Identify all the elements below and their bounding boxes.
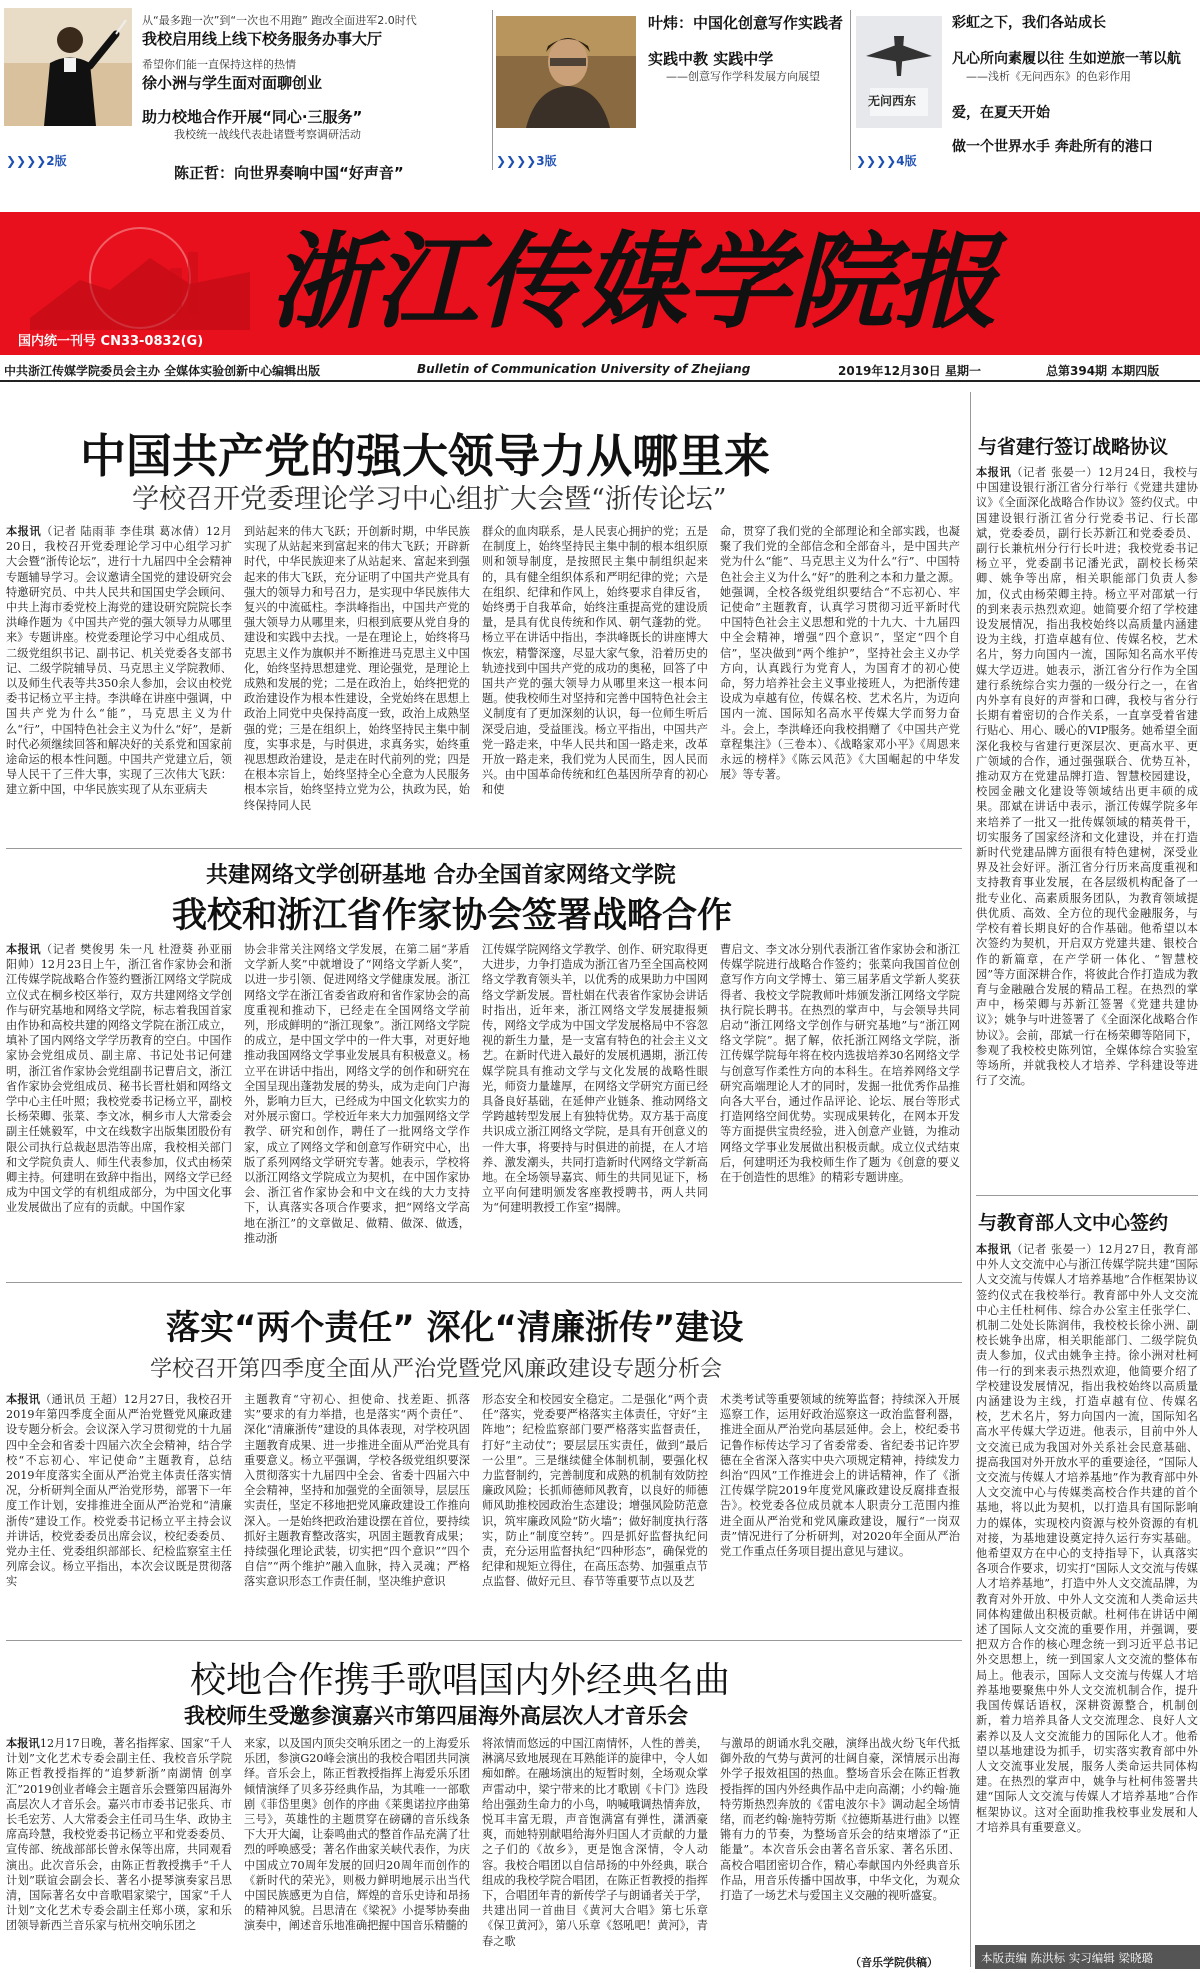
- column-text: 与激昂的朗诵水乳交融，演绎出战火纷飞年代抵御外敌的气势与黄河的壮阔自豪，深情展示出海外学子报效祖国的热血。整场音乐会在陈正哲教授指挥的国内外经典作品中走向高潮；小约翰·施特劳斯热烈奔放的《雷电波尔卡》调动起全场情绪，而老约翰·施特劳斯《拉德斯基进行曲》以铿锵有力的节奏，为整场音乐会的结束增添了“正能量”。本次音乐会由著名音乐家、著名乐团、高校合唱团密切合作，精心奉献国内外经典音乐作品，用音乐传播中国故事，中华文化，为观众打造了一场艺术与爱国主义交融的视听盛宴。: [720, 1737, 960, 1903]
- divider: [6, 1282, 962, 1283]
- article-column: [6, 1736, 232, 1968]
- divider: [970, 392, 971, 1967]
- conductor-photo: [4, 8, 132, 126]
- movie-poster: [856, 16, 942, 128]
- column-text: 形态安全和校园安全稳定。二是强化“两个责任”落实，党委要严格落实主体责任，守好“主阵地”；纪检监察部门要严格落实监督责任，打好“主动仗”；要层层压实责任，做到“最后一公里”。三是继续健全体制机制，要强化权力监督制约，完善制度和成熟的机制有效防控廉政风险；长抓师德师风教育，以良好的师德师风助推校园政治生态建设；增强风险防范意识，筑牢廉政风险“防火墙”；做好制度执行落实，防止“制度空转”。四是抓好监督执纪问责，充分运用监督执纪“四种形态”，确保党的纪律和规矩立得住，在高压态势、加强重点节点监督、做好元旦、春节等重要节点以及艺: [482, 1393, 708, 1589]
- byline: 本报讯: [6, 943, 42, 956]
- column-text: 主题教育“守初心、担使命、找差距、抓落实”要求的有力举措，也是落实“两个责任”、深化“清廉浙传”建设的具体表现，对学校巩固主题教育成果、进一步推进全面从严治党具有重要意义。杨立平强调，学校各级党组织要深入贯彻落实十九届四中全会、省委十四届六中全会精神，坚持和加强党的全面领导，层层压实责任，坚定不移地把党风廉政建设工作推向深入。一是始终把政治建设摆在首位，要持续抓好主题教育整改落实，巩固主题教育成果；持续强化理论武装，切实把“四个意识”“四个自信”“两个维护”融入血脉，持入灵魂；严格落实意识形态工作责任制，坚决维护意识: [244, 1393, 470, 1589]
- teaser-page2[interactable]: [4, 6, 417, 182]
- article-column: [6, 942, 232, 1274]
- teaser-line: 叶炜：中国化创意写作实践者: [648, 14, 844, 32]
- story-text: （记者 张晏一）12月27日，教育部中外人文交流中心与浙江传媒学院共建“国际人文交流与传媒人才培养基地”合作框架协议签约仪式在我校举行。教育部中外人文交流中心主任杜柯伟、综合办公室主任张学仁、机制二处处长陈润伟，我校校长徐小洲、副校长姚争出席，相关职能部门、二级学院负责人参加，仪式由姚争主持。徐小洲对杜柯伟一行的到来表示热烈欢迎，他简要介绍了学校建设发展情况，指出我校始终以高质量内涵建设为主线，打造卓越有位、传媒名校，艺术名片，努力向国内一流，国际知名高水平传媒大学迈进。他表示，目前中外人文交流已成为我国对外关系社会民意基础、提高我国对外开放水平的重要途径，“国际人文交流与传媒人才培养基地”作为教育部中外人文交流中心与传媒类高校合作共建的首个基地，将以此为契机，以打造具有国际影响力的媒体，实现校内资源与校外资源的有机对接，为基地建设奠定持久运行夯实基础。他希望双方在中心的支持指导下，认真落实各项合作要求，切实打“国际人文交流与传媒人才培养基地”，打造中外人文交流品牌，为教育对外开放、中外人文交流和人类命运共同体构建做出积极贡献。杜柯伟在讲话中阐述了国际人文交流的重要作用，并强调，要把双方合作的核心理念统一到习近平总书记外交思想上，统一到国家人文交流的整体布局上。他表示，国际人文交流与传媒人才培养基地要聚焦中外人文交流机制合作，提升我国传媒话语权，深耕资源整合，机制创新，着力培养具备人文交流理念、良好人文素养以及人文交流能力的国际化人才。他希望以基地建设为抓手，切实落实教育部中外人文交流事业发展，服务人类命运共同体构建。在热烈的掌声中，姚争与杜柯伟签署共建“国际人文交流与传媒人才培养基地”合作框架协议。这对全面助推我校事业发展和人才培养具有重要意义。: [976, 1243, 1198, 1834]
- story-text: （记者 张晏一）12月24日，我校与中国建设银行浙江省分行举行《党建共建协议》《全面深化战略合作协议》签约仪式。中国建设银行浙江省分行党委书记、行长邵斌，党委委员，副行长苏新江和党委委员、副行长兼杭州分行行长叶进；我校党委书记杨立平，党委副书记潘光武，副校长杨荣卿、姚争等出席，相关职能部门负责人参加，仪式由杨荣卿主持。杨立平对邵斌一行的到来表示热烈欢迎。她简要介绍了学校建设发展情况，指出我校始终以高质量内涵建设为主线，打造卓越有位、传媒名校，艺术名片，努力向国内一流，国际知名高水平传媒大学迈进。她表示，浙江省分行作为全国建行系统综合实力强的一级分行之一，在省内外享有良好的声誉和口碑，我校与省分行长期有着密切的合作关系，一直享受着省建行贴心、用心、暖心的VIP服务。她希望全面深化我校与省建行更深层次、更高水平、更广领域的合作，通过强强联合、优势互补，推动双方在党建品牌打造、智慧校园建设，校园金融文化建设等领域结出更丰硕的成果。邵斌在讲话中表示，浙江传媒学院多年来培养了一批又一批传媒领域的精英骨干，切实服务了国家经济和文化建设，并在打造新时代党建品牌方面很有特色建树，深受业界及社会好评。浙江省分行历来高度重视和支持教育事业发展，在各层级机构配备了一批专业化、高素质服务团队，为教育领域提供优质、高效、全方位的现代金融服务，与学校有着长期良好的合作基础。他希望以本次签约为契机，开启双方党建共建、银校合作的新篇章，在产学研一体化、“智慧校园”等方面深耕合作，将彼此合作打造成为教育与金融融合发展的精品工程。在热烈的掌声中，杨荣卿与苏新江签署《党建共建协议》；姚争与叶进签署了《全面深化战略合作协议》。会前，邵斌一行在杨荣卿等陪同下，参观了我校校史陈列馆，全媒体综合实验室等场所，并就我校人才培养、学科建设等进行了交流。: [976, 466, 1198, 1088]
- teaser-line: ——浅析《无问西东》的色彩作用: [966, 70, 1131, 83]
- teaser-line: 爱，在夏天开始: [952, 105, 1050, 121]
- publisher-line: 中共浙江传媒学院委员会主办 全媒体实验创新中心编辑出版: [4, 364, 321, 378]
- page-ref[interactable]: [6, 152, 67, 169]
- teaser-line: 希望你们能一直保持这样的热情: [142, 58, 296, 71]
- arrows-icon: ❯❯❯❯: [6, 154, 47, 168]
- page-ref[interactable]: [856, 152, 917, 169]
- article-credit: （音乐学院供稿）: [850, 1956, 938, 1969]
- article-headline[interactable]: 我校和浙江省作家协会签署战略合作: [172, 896, 733, 936]
- article-column: [244, 1736, 470, 1968]
- teaser-strip: [0, 0, 1200, 182]
- article-column: [482, 524, 708, 840]
- article-column: [482, 942, 708, 1274]
- teaser-page4[interactable]: [856, 6, 1200, 168]
- article-column: [720, 1736, 960, 1952]
- divider: [6, 848, 962, 849]
- article-subhead: 学校召开第四季度全面从严治党暨党风廉政建设专题分析会: [150, 1357, 723, 1382]
- campus-illustration: [20, 218, 260, 330]
- divider: [850, 10, 851, 170]
- poster-title: 无问西东: [868, 94, 917, 108]
- teaser-line: 彩虹之下，我们各站成长: [952, 15, 1106, 31]
- page-ref-label: 2版: [46, 154, 67, 168]
- issue-number: 总第394期 本期四版: [1046, 364, 1160, 378]
- teaser-line: 从“最多跑一次”到“一次也不用跑” 跑改全面进军2.0时代: [142, 14, 417, 27]
- page-ref-label: 4版: [896, 154, 917, 168]
- article-column: [482, 1736, 708, 1968]
- arrows-icon: ❯❯❯❯: [856, 154, 897, 168]
- byline: 本报讯: [6, 525, 42, 538]
- teaser-line: 我校统一战线代表赴诸暨考察调研活动: [174, 128, 361, 141]
- editor-credit-bar: 本版责编 陈洪标 实习编辑 梁晓璐: [975, 1945, 1200, 1969]
- column-text: 命，贯穿了我们党的全部理论和全部实践，也凝聚了我们党的全部信念和全部奋斗，是中国共产党为什么“能”、马克思主义为什么“行”、中国特色社会主义为什么“好”的胜利之本和力量之源。她强调，全校各级党组织要结合“不忘初心、牢记使命”主题教育，认真学习贯彻习近平新时代中国特色社会主义思想和党的十九大、十九届四中全会精神，增强“四个意识”，坚定“四个自信”，坚决做到“两个维护”，坚持社会主义办学方向，认真践行为党育人，为国育才的初心使命，努力培养社会主义事业接班人，为把浙传建设成为卓越有位，传媒名校、艺术名片，为迈向国内一流、国际知名高水平传媒大学而努力奋斗。会上，李洪峰还向我校捐赠了《中国共产党章程集注》（三卷本）、《战略家邓小平》《周恩来永远的榜样》《陈云风范》《大国崛起的中华发展》等专著。: [720, 525, 960, 782]
- teaser-line: 助力校地合作开展“同心·三服务”: [142, 108, 363, 126]
- lead-headline[interactable]: 中国共产党的强大领导力从哪里来: [80, 429, 770, 483]
- byline: 本报讯: [6, 1737, 40, 1750]
- article-column: [244, 942, 470, 1274]
- teaser-page3[interactable]: [496, 6, 844, 168]
- sidebar-headline[interactable]: 与省建行签订战略协议: [978, 436, 1169, 458]
- column-text: （通讯员 王超）12月27日，我校召开2019年第四季度全面从严治党暨党风廉政建设专题分析会。会议深入学习贯彻党的十九届四中全会和省委十四届六次全会精神，结合学校“不忘初心、牢记使命”主题教育，总结2019年度落实全面从严治党主体责任落实情况，分析研判全面从严治党形势，部署下一年度工作计划，安排推进全面从严治党和“清廉浙传”建设工作。校党委书记杨立平主持会议并讲话，校党委委员出席会议，校纪委委员、党办主任、党委组织部部长、纪检监察室主任列席会议。杨立平指出，本次会议既是贯彻落实: [6, 1393, 232, 1589]
- teaser-line: 陈正哲：向世界奏响中国“好声音”: [174, 164, 404, 182]
- teaser-line: ——创意写作学科发展方向展望: [666, 70, 820, 83]
- divider: [6, 1640, 962, 1641]
- divider: [976, 1195, 1198, 1196]
- lead-subhead: 学校召开党委理论学习中心组扩大会暨“浙传论坛”: [132, 484, 727, 515]
- article-column: [244, 524, 470, 840]
- newspaper-title: 浙江传媒学院报: [270, 220, 999, 343]
- teaser-line: 凡心所向素履以往 生如逆旅一苇以航: [952, 51, 1181, 67]
- sidebar-headline[interactable]: 与教育部人文中心签约: [978, 1212, 1169, 1234]
- issn-number: 国内统一刊号 CN33-0832(G): [18, 334, 204, 349]
- column-text: 群众的血肉联系，是人民衷心拥护的党；五是在制度上，始终坚持民主集中制的根本组织原则和领导制度，是按照民主集中制组织起来的，具有健全组织体系和严明纪律的党；六是在组织、纪律和作风上，始终要求自律反省，始终勇于自我革命，始终注重提高党的建设质量，是具有优良传统和作风、朝气蓬勃的党。杨立平在讲话中指出，李洪峰既长的讲座博大恢宏，精警深邃，尽显大家气象，沿着历史的轨迹找到中国共产党的成功的奥秘，回答了中国共产党的强大领导力从哪里来这一根本问题。使我校师生对坚持和完善中国特色社会主义制度有了更加深刻的认识，每一位师生听后深受启迪，受益匪浅。杨立平指出，中国共产党一路走来，中华人民共和国一路走来，改革开放一路走来，我们党为人民而生，因人民而兴。由中国革命传统和红色基因所孕育的初心和使: [482, 525, 708, 797]
- column-text: 到站起来的伟大飞跃；开创新时期，中华民族实现了从站起来到富起来的伟大飞跃；开辟新时代，中华民族迎来了从站起来、富起来到强起来的伟大飞跃，充分证明了中国共产党具有强大的领导力和号召力，是实现中华民族伟大复兴的中流砥柱。李洪峰指出，中国共产党的强大领导力从哪里来，归根到底要从党自身的建设和实践中去找。一是在理论上，始终将马克思主义作为旗帜并不断推进马克思主义中国化，始终坚持思想建党、理论强党，是理论上成熟和发展的党；二是在政治上，始终把党的政治建设作为根本性建设，全党始终在思想上政治上同党中央保持高度一致，政治上成熟坚强的党；三是在组织上，始终坚持民主集中制度，实事求是，与时俱进，求真务实，始终重视思想政治建设，是走在时代前列的党；四是在根本宗旨上，始终坚持全心全意为人民服务根本宗旨，始终坚持立党为公，执政为民，始终保持同人民: [244, 525, 470, 812]
- column-text: 协会非常关注网络文学发展，在第二届“茅盾文学新人奖”中就增设了“网络文学新人奖”，以进一步引领、促进网络文学健康发展。浙江网络文学在浙江省委省政府和省作家协会的高度重视和推动下，已经走在全国网络文学前列，形成鲜明的“浙江现象”。浙江网络文学院的成立，是中国文学中的一件大事，对更好地推动我国网络文学事业发展具有积极意义。杨立平在讲话中指出，网络文学的创作和研究在全国呈现出蓬勃发展的势头，成为走向门户海外，影响力巨大，已经成为中国文化软实力的对外展示窗口。学校近年来大力加强网络文学教学、研究和创作，聘任了一批网络文学作家，成立了网络文学和创意写作研究中心，出版了系列网络文学研究专著。她表示，学校将以浙江网络文学院成立为契机，在中国作家协会、浙江省作家协会和中文在线的大力支持下，认真落实各项合作要求，把“网络文学高地在浙江”的文章做足、做精、做深、做透，推动浙: [244, 943, 470, 1245]
- english-title: Bulletin of Communication University of Zhejiang: [417, 362, 751, 376]
- article-column: [6, 1392, 232, 1632]
- byline: 本报讯: [976, 1243, 1012, 1256]
- column-text: 江传媒学院网络文学教学、创作、研究取得更大进步，力争打造成为浙江省乃至全国高校网络文学教育领头羊，以优秀的成果助力中国网络文学新发展。晋杜娟在代表省作家协会讲话时指出，近年来，浙江网络文学发展捷报频传，网络文学成为中国文学发展格局中不容忽视的新生力量，是一支富有特色的社会主义文艺。在新时代进入最好的发展机遇期，浙江传媒学院具有推动文学与文化发展的战略性眼光，师资力量雄厚，在网络文学研究方面已经具备良好基础，在延伸产业链条、推动网络文学跨越转型发展上有独特优势。双方基于高度共识成立浙江网络文学院，是具有开创意义的一件大事，将要持与时俱进的前提，在人才培养、激发潮头，共同打造新时代网络文学新高地。在全场领导嘉宾、师生的共同见证下，杨立平向何建明颁发客座教授聘书，两人共同为“何建明教授工作室”揭牌。: [482, 943, 708, 1215]
- sidebar-story-body: [976, 465, 1198, 1188]
- byline: 本报讯: [6, 1393, 41, 1406]
- article-column: [482, 1392, 708, 1632]
- article-headline[interactable]: 落实“两个责任” 深化“清廉浙传”建设: [166, 1308, 744, 1348]
- page-ref-label: 3版: [536, 154, 557, 168]
- page-ref[interactable]: [496, 152, 557, 169]
- article-column: [720, 942, 960, 1274]
- teaser-line: 我校启用线上线下校务服务办事大厅: [142, 30, 383, 48]
- column-text: 12月17日晚，著名指挥家、国家“千人计划”文化艺术专委会副主任、我校音乐学院陈正哲教授指挥的“追梦新浙”南湖情 创享汇”2019创业者峰会主题音乐会暨第四届海外高层次人才音乐会。嘉兴市市委书记张兵、市长毛宏芳、人大常委会主任司马生华、政协主席高玲慧，我校党委书记杨立平和党委委员、宣传部、统战部部长曾永保等出席，共同观看演出。此次音乐会，由陈正哲教授携手“千人计划”联谊会副会长、著名小提琴演奏家吕思清，国际著名女中音歌唱家梁宁，国家“千人计划”文化艺术专委会副主任郑小瑛，家和乐团领导新西兰音乐家与杭州交响乐团之: [6, 1737, 232, 1933]
- column-text: （记者 樊俊男 朱一凡 杜澄葵 孙亚丽 阳帅）12月23日上午，浙江省作家协会和浙江传媒学院战略合作签约暨浙江网络文学院成立仪式在桐乡校区举行，双方共建网络文学创作与研究基地和网络文学院，标志着我国首家由作协和高校共建的网络文学院在浙江成立，填补了国内网络文学学历教育的空白。中国作家协会党组成员、副主席、书记处书记何建明，浙江省作家协会党组副书记曹启文，浙江省作家协会党组成员、秘书长晋杜娟和网络文学中心主任叶照；我校党委书记杨立平，副校长杨荣卿、张菜、李文冰，桐乡市人大常委会副主任姚毅军，中文在线数字出版集团股份有限公司执行总裁赵思浩等出席，我校相关部门和文学院负责人、师生代表参加，仪式由杨荣卿主持。何建明在致辞中指出，网络文学已经成为中国文学的有机组成部分，为中国文化事业发展做出了应有的贡献。中国作家: [6, 943, 232, 1215]
- column-text: 术类考试等重要领域的统筹监督；持续深入开展巡察工作，运用好政治巡察这一政治监督利器，推进全面从严治党向基层延伸。会上，校纪委书记鲁作标传达学习了省委常委、省纪委书记许罗德在全省深入落实中央六项规定精神，持续发力纠治“四风”工作推进会上的讲话精神，作了《浙江传媒学院2019年度党风廉政建设反腐排查报告》。校党委各位成员就本人职责分工范围内推进全面从严治党和党风廉政建设，履行“一岗双责”情况进行了分析研判，对2020年全面从严治党工作重点任务项目提出意见与建议。: [720, 1393, 960, 1559]
- author-photo: [496, 16, 636, 128]
- article-subhead: 我校师生受邀参演嘉兴市第四届海外高层次人才音乐会: [184, 1704, 688, 1728]
- article-headline[interactable]: 校地合作携手歌唱国内外经典名曲: [190, 1660, 731, 1701]
- byline: 本报讯: [976, 466, 1012, 479]
- article-column: [720, 1392, 960, 1632]
- article-column: [720, 524, 960, 840]
- teaser-line: 徐小洲与学生面对面聊创业: [142, 74, 323, 92]
- arrows-icon: ❯❯❯❯: [496, 154, 537, 168]
- teaser-line: 做一个世界水手 奔赴所有的港口: [952, 139, 1153, 155]
- issue-date: 2019年12月30日 星期一: [838, 364, 981, 378]
- info-bar: [0, 358, 1200, 382]
- column-text: 曹启文、李文冰分别代表浙江省作家协会和浙江传媒学院进行战略合作签约；张菜向我国首位创意写作方向文学博士、第三届茅盾文学新人奖获得者、我校文学院教师叶炜颁发浙江网络文学院执行院长聘书。在热烈的掌声中，与会领导共同启动“浙江网络文学创作与研究基地”与“浙江网络文学院”。据了解，依托浙江网络文学院，浙江传媒学院每年将在校内选拔培养30名网络文学与创意写作柔性方向的本科生。在培养网络文学研究高端理论人才的同时，发掘一批优秀作品推向各大平台，通过作品评论、论坛、展台等形式打造网络空间优势。实现成果转化，在网本开发等方面提供宝贵经验，进入创意产业链，为推动网络文学事业发展做出积极贡献。成立仪式结束后，何建明还为我校师生作了题为《创意的要义在于创造性的思维》的精彩专题讲座。: [720, 943, 960, 1185]
- article-column: [6, 524, 232, 840]
- divider: [492, 10, 493, 170]
- column-text: （记者 陆雨菲 李佳琪 葛冰倩）12月20日，我校召开党委理论学习中心组学习扩大会暨“浙传论坛”，进行十九届四中全会精神专题辅导学习。会议邀请全国党的建设研究会特邀研究员、中共人民共和国国史学会顾问、中共上海市委党校上海党的建设研究院院长李洪峰作题为《中国共产党的强大领导力从哪里来》专题讲座。校党委理论学习中心组成员、二级党组织书记、副书记、机关党委各支部书记、二级学院辅导员、马克思主义学院教师、以及师生代表等共350余人参加，会议由校党委书记杨立平主持。李洪峰在讲座中强调，中国共产党为什么“能”，马克思主义为什么“行”，中国特色社会主义为什么“好”，是新时代必须继续回答和解决好的关系党和国家前途命运的根本性问题。中国共产党建立后，领导人民干了三件大事，实现了三次伟大飞跃：建立新中国，中华民族实现了从东亚病夫: [6, 525, 232, 797]
- teaser-line: 实践中教 实践中学: [648, 50, 774, 68]
- sidebar-story-body: [976, 1242, 1198, 1940]
- column-text: 将浓情而悠远的中国江南情怀，人性的善美，淋漓尽致地展现在耳熟能详的旋律中，令人如痴如醉。在融场演出的短暂时刻，全场观众掌声雷动中，梁宁带来的比才歌剧《卡门》选段给出强劲生命力的小鸟，呐喊哦调热情奔放，悦耳丰富无瑕，声音饱满富有弹性，潇洒豪爽，而她特别献唱给海外归国人才贡献的力量之子们的《故乡》，更是饱含深情，令人动容。我校合唱团以自信昂扬的中外经典，联合组成的我校学院合唱团，在陈正哲教授的指挥下，合唱团年青的新传学子与朗诵者关于学，共建出同一首曲目《黄河大合唱》第七乐章《保卫黄河》，第八乐章《怒吼吧！黄河》，青春之歌: [482, 1737, 708, 1948]
- column-text: 来家，以及国内顶尖交响乐团之一的上海爱乐乐团，参演G20峰会演出的我校合唱团共同演绎。音乐会上，陈正哲教授指挥上海爱乐乐团倾情演绎了贝多芬经典作品，为其唯一一部歌剧《菲岱里奥》创作的序曲《莱奥诺拉序曲第三号》，英雄性的主题贯穿在磅礴的音乐线条下大开大阖，让泰鸣曲式的整首作品充满了壮烈的呼唤感受；著名作曲家关峡代表作，为庆中国成立70周年发展的回归20周年而创作的《新时代的荣光》，则极力鲜明地展示出当代中国民族感更为自信，辉煌的音乐史诗和昂扬的精神风貌。吕思清在《梁祝》小提琴协奏曲演奏中，阐述音乐地准确把握中国音乐精髓的: [244, 1737, 470, 1933]
- kicker: 共建网络文学创研基地 合办全国首家网络文学院: [206, 863, 676, 888]
- article-column: [244, 1392, 470, 1632]
